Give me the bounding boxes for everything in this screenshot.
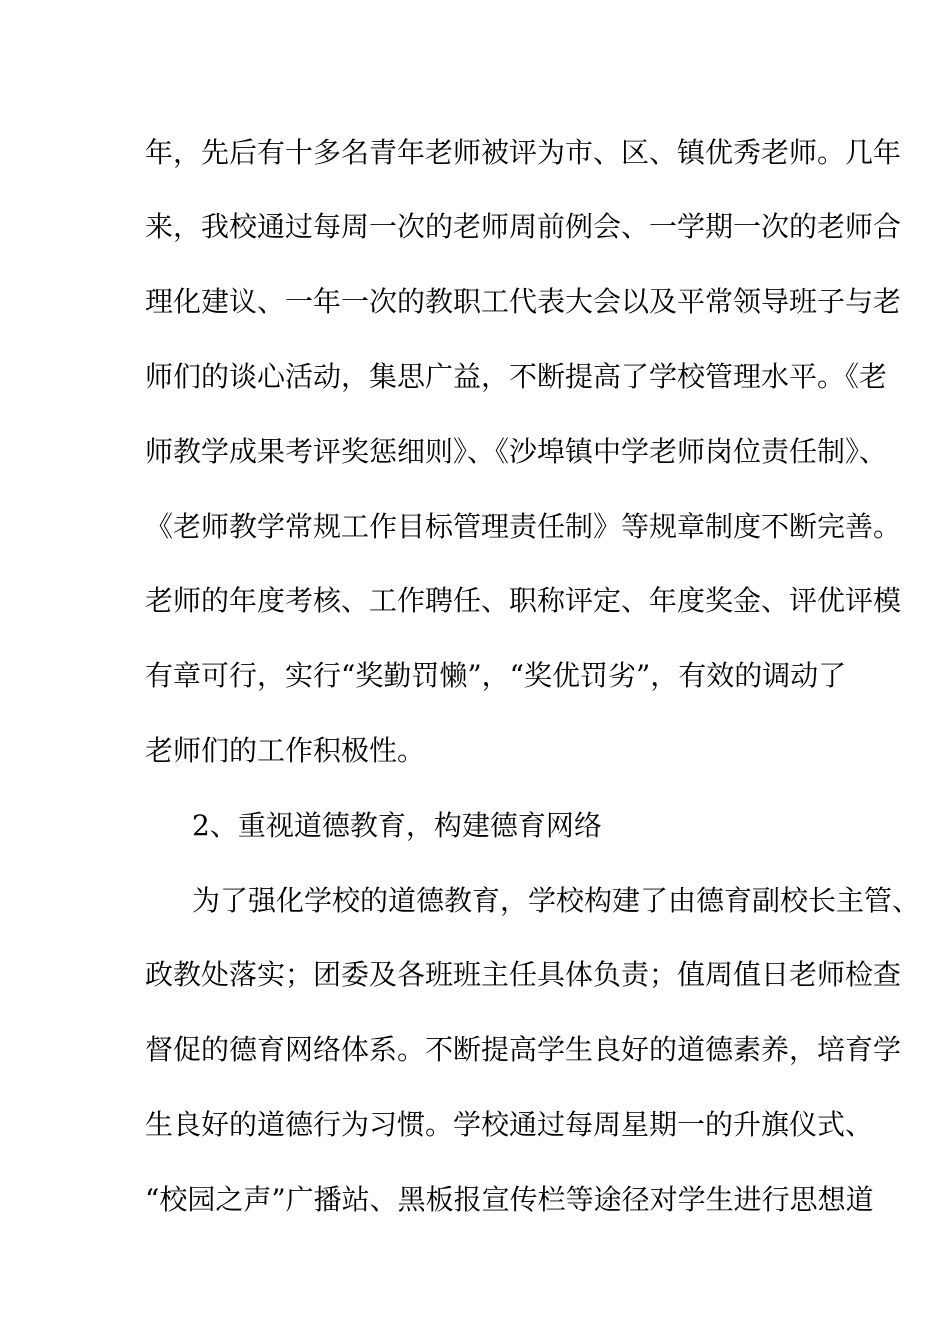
paragraph-first-line: 为了强化学校的道德教育，学校构建了由德育副校长主管、 xyxy=(192,884,921,917)
body-text-line: “校园之声”广播站、黑板报宣传栏等途径对学生进行思想道 xyxy=(145,1183,874,1216)
body-text-line: 政教处落实；团委及各班班主任具体负责；值周值日老师检查 xyxy=(145,958,902,991)
body-text-line: 生良好的道德行为习惯。学校通过每周星期一的升旗仪式、 xyxy=(145,1108,874,1141)
body-text-line: 《老师教学常规工作目标管理责任制》等规章制度不断完善。 xyxy=(145,510,902,543)
body-text-line: 师们的谈心活动，集思广益，不断提高了学校管理水平。《老 xyxy=(145,360,888,393)
body-text-line: 师教学成果考评奖惩细则》、《沙埠镇中学老师岗位责任制》、 xyxy=(145,435,888,468)
body-text-line: 来，我校通过每周一次的老师周前例会、一学期一次的老师合 xyxy=(145,210,902,243)
body-text-line: 老师们的工作积极性。 xyxy=(145,734,426,767)
body-text-line: 年，先后有十多名青年老师被评为市、区、镇优秀老师。几年 xyxy=(145,136,902,169)
body-text-line: 理化建议、一年一次的教职工代表大会以及平常领导班子与老 xyxy=(145,285,902,318)
body-text-line: 老师的年度考核、工作聘任、职称评定、年度奖金、评优评模 xyxy=(145,584,902,617)
section-heading: 2、重视道德教育，构建德育网络 xyxy=(192,809,602,842)
body-text-line: 督促的德育网络体系。不断提高学生良好的道德素养，培育学 xyxy=(145,1033,902,1066)
body-text-line: 有章可行，实行“奖勤罚懒”，“奖优罚劣”，有效的调动了 xyxy=(145,659,847,692)
